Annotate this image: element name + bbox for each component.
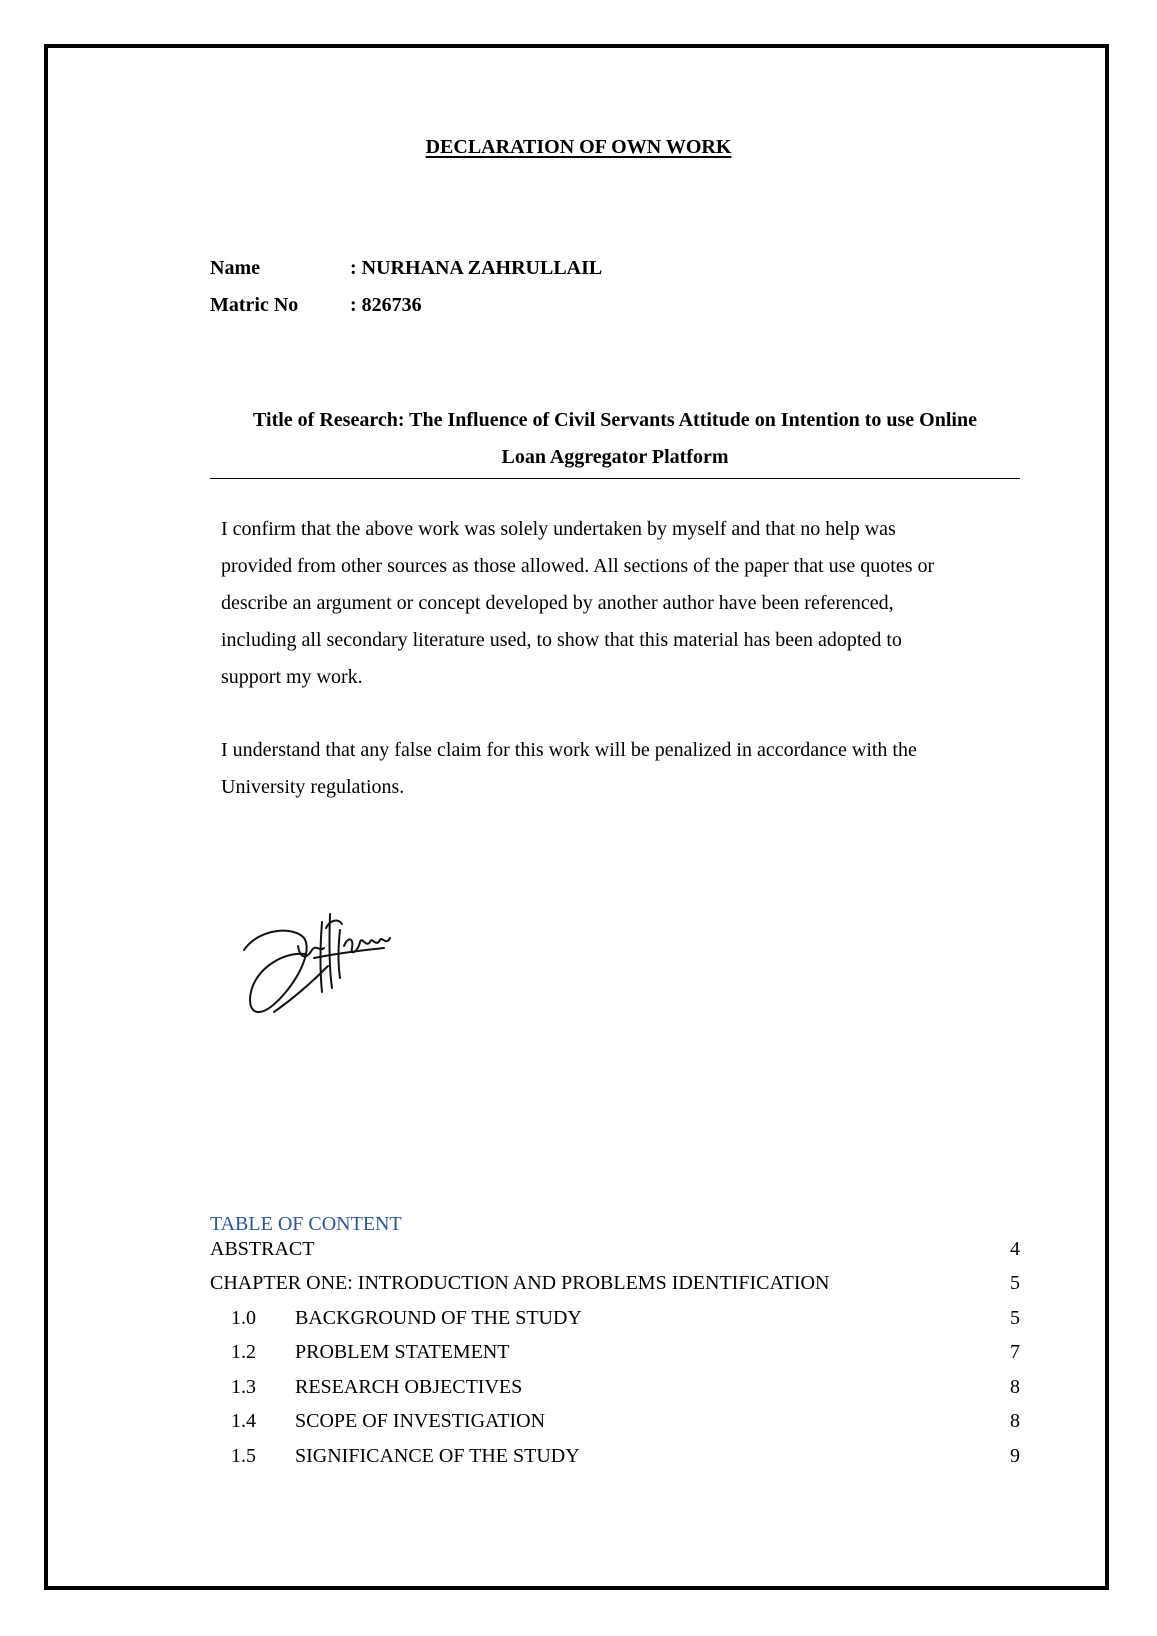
toc-entry-page: 4 bbox=[1010, 1238, 1020, 1260]
confirmation-line-5: support my work. bbox=[221, 666, 363, 688]
toc-entry-significance[interactable] bbox=[210, 1443, 1020, 1469]
handwritten-signature bbox=[234, 908, 396, 1023]
toc-heading: TABLE OF CONTENT bbox=[210, 1213, 402, 1235]
confirmation-paragraph bbox=[221, 511, 1029, 696]
research-title bbox=[210, 402, 1020, 476]
research-title-line-1: Title of Research: The Influence of Civil Servants Attitude on Intention to use Online bbox=[253, 409, 977, 431]
toc-entry-number: 1.5 bbox=[231, 1445, 256, 1467]
toc-entry-background[interactable] bbox=[210, 1305, 1020, 1331]
toc-entry-problem-statement[interactable] bbox=[210, 1339, 1020, 1365]
toc-entry-page: 9 bbox=[1010, 1445, 1020, 1467]
declaration-title: DECLARATION OF OWN WORK bbox=[425, 136, 732, 158]
toc-entry-text: SIGNIFICANCE OF THE STUDY bbox=[295, 1445, 580, 1467]
matric-row bbox=[210, 291, 422, 319]
research-title-line-2: Loan Aggregator Platform bbox=[501, 446, 729, 468]
toc-entry-number: 1.3 bbox=[231, 1376, 256, 1398]
toc-entry-text: PROBLEM STATEMENT bbox=[295, 1341, 510, 1363]
name-row bbox=[210, 254, 602, 282]
confirmation-line-1: I confirm that the above work was solely undertaken by myself and that no help was bbox=[221, 518, 896, 540]
toc-entry-text: RESEARCH OBJECTIVES bbox=[295, 1376, 523, 1398]
toc-entry-page: 8 bbox=[1010, 1410, 1020, 1432]
toc-entry-text: BACKGROUND OF THE STUDY bbox=[295, 1307, 582, 1329]
toc-entry-number: 1.4 bbox=[231, 1410, 256, 1432]
penalty-line-1: I understand that any false claim for this work will be penalized in accordance with the bbox=[221, 739, 917, 761]
toc-entry-number: 1.0 bbox=[231, 1307, 256, 1329]
confirmation-line-4: including all secondary literature used, to show that this material has been adopted to bbox=[221, 629, 902, 651]
penalty-paragraph bbox=[221, 732, 1029, 806]
name-label: Name bbox=[210, 257, 260, 279]
toc-entry-text: SCOPE OF INVESTIGATION bbox=[295, 1410, 546, 1432]
research-title-rule bbox=[210, 478, 1020, 479]
toc-entry-text: CHAPTER ONE: INTRODUCTION AND PROBLEMS IDENTIFICATION bbox=[210, 1272, 830, 1294]
penalty-line-2: University regulations. bbox=[221, 776, 405, 798]
matric-label: Matric No bbox=[210, 294, 299, 316]
confirmation-line-2: provided from other sources as those allowed. All sections of the paper that use quotes or bbox=[221, 555, 935, 577]
toc-entry-abstract[interactable] bbox=[210, 1236, 1020, 1262]
toc-entry-page: 5 bbox=[1010, 1307, 1020, 1329]
toc-entry-page: 5 bbox=[1010, 1272, 1020, 1294]
name-value: : NURHANA ZAHRULLAIL bbox=[350, 257, 603, 279]
toc-entry-text: ABSTRACT bbox=[210, 1238, 315, 1260]
toc-entry-page: 8 bbox=[1010, 1376, 1020, 1398]
toc-entry-research-objectives[interactable] bbox=[210, 1374, 1020, 1400]
toc-entry-scope[interactable] bbox=[210, 1408, 1020, 1434]
toc-entry-number: 1.2 bbox=[231, 1341, 256, 1363]
matric-value: : 826736 bbox=[350, 294, 422, 316]
confirmation-line-3: describe an argument or concept developed by another author have been referenced, bbox=[221, 592, 894, 614]
toc-entry-chapter-one[interactable] bbox=[210, 1270, 1020, 1296]
toc-entry-page: 7 bbox=[1010, 1341, 1020, 1363]
